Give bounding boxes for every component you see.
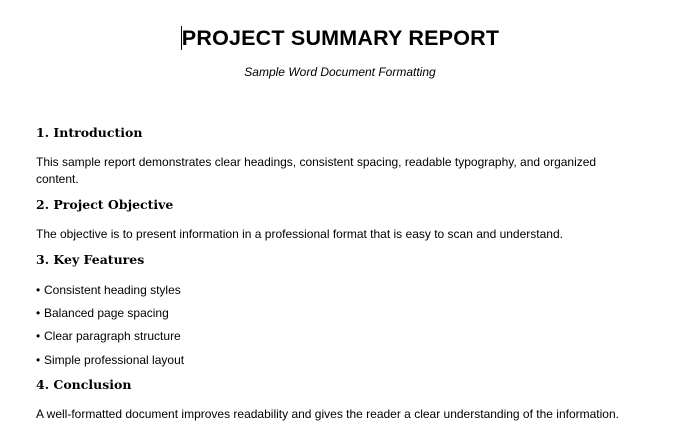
document-title-text[interactable]: PROJECT SUMMARY REPORT	[181, 26, 500, 50]
text-cursor	[181, 26, 182, 50]
title-block	[0, 24, 680, 52]
bullet-marker: •	[36, 306, 41, 320]
document-title[interactable]	[181, 24, 499, 52]
list-item[interactable]	[36, 305, 169, 321]
bullet-marker: •	[36, 353, 41, 367]
list-item-text[interactable]: Simple professional layout	[44, 353, 185, 367]
section-heading-key-features[interactable]: 3. Key Features	[36, 252, 145, 267]
section-paragraph-conclusion[interactable]: A well-formatted document improves readability and gives the reader a clear understanding of the information.	[36, 407, 619, 421]
section-heading-objective[interactable]: 2. Project Objective	[36, 197, 174, 212]
list-item[interactable]	[36, 328, 181, 344]
section-heading-introduction[interactable]: 1. Introduction	[36, 125, 143, 140]
bullet-marker: •	[36, 283, 41, 297]
document-subtitle[interactable]: Sample Word Document Formatting	[244, 65, 436, 79]
section-paragraph-objective[interactable]: The objective is to present information in a professional format that is easy to scan and understand.	[36, 227, 563, 241]
list-item-text[interactable]: Consistent heading styles	[44, 283, 181, 297]
bullet-marker: •	[36, 329, 41, 343]
list-item[interactable]	[36, 352, 184, 368]
list-item-text[interactable]: Balanced page spacing	[44, 306, 169, 320]
section-heading-conclusion[interactable]: 4. Conclusion	[36, 377, 132, 392]
list-item[interactable]	[36, 282, 181, 298]
section-paragraph-introduction[interactable]: This sample report demonstrates clear headings, consistent spacing, readable typography, and organized content.	[36, 155, 597, 186]
list-item-text[interactable]: Clear paragraph structure	[44, 329, 181, 343]
